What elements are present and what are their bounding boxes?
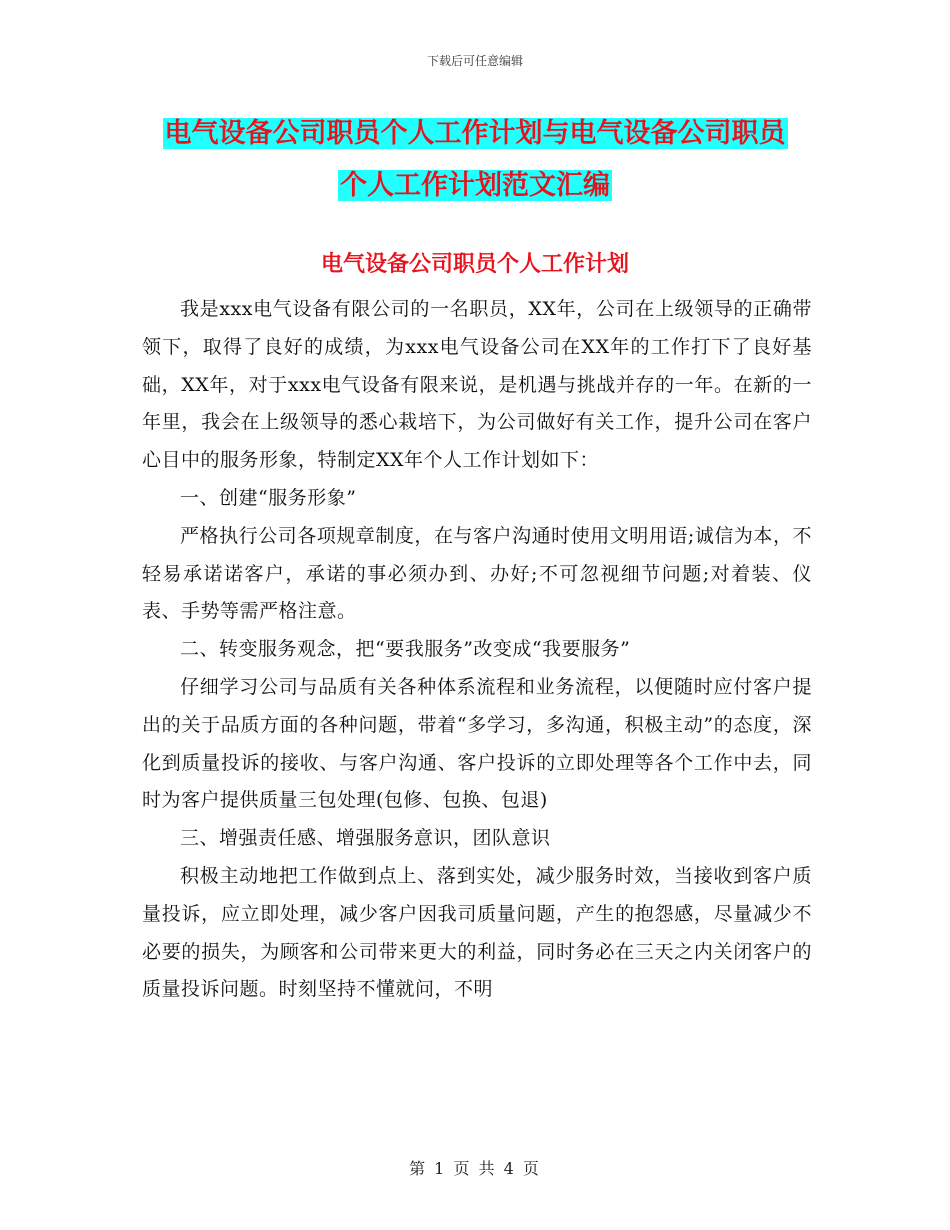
paragraph-one: 严格执行公司各项规章制度，在与客户沟通时使用文明用语;诚信为本，不轻易承诺诺客户，承诺的事必须办到、办好;不可忽视细节问题;对着装、仪表、手势等需严格注意。 bbox=[142, 524, 812, 623]
heading-two: 二、转变服务观念，把“要我服务”改变成“我要服务” bbox=[180, 638, 631, 661]
document-body bbox=[142, 291, 812, 1009]
heading-one: 一、创建“服务形象” bbox=[180, 486, 357, 509]
document-title-line1: 电气设备公司职员个人工作计划与电气设备公司职员 bbox=[164, 118, 786, 149]
page-header-note: 下载后可任意编辑 bbox=[426, 54, 523, 68]
document-title-line2: 个人工作计划范文汇编 bbox=[340, 170, 610, 201]
heading-three: 三、增强责任感、增强服务意识，团队意识 bbox=[180, 827, 551, 850]
intro-paragraph: 我是xxx电气设备有限公司的一名职员，XX年，公司在上级领导的正确带领下，取得了良好的成绩，为xxx电气设备公司在XX年的工作打下了良好基础，XX年，对于xxx电气设备有限来说，是机遇与挑战并存的一年。在新的一年里，我会在上级领导的悉心栽培下，为公司做好有关工作，提升公司在客户心目中的服务形象，特制定XX年个人工作计划如下： bbox=[142, 298, 812, 472]
paragraph-two: 仔细学习公司与品质有关各种体系流程和业务流程，以便随时应付客户提出的关于品质方面的各种问题，带着“多学习，多沟通，积极主动”的态度，深化到质量投诉的接收、与客户沟通、客户投诉的立即处理等各个工作中去，同时为客户提供质量三包处理(包修、包换、包退) bbox=[142, 675, 812, 812]
page-number: 第 1 页 共 4 页 bbox=[409, 1159, 541, 1178]
section-title: 电气设备公司职员个人工作计划 bbox=[320, 252, 629, 277]
paragraph-three: 积极主动地把工作做到点上、落到实处，减少服务时效，当接收到客户质量投诉，应立即处理，减少客户因我司质量问题，产生的抱怨感，尽量减少不必要的损失，为顾客和公司带来更大的利益，同时务必在三天之内关闭客户的质量投诉问题。时刻坚持不懂就问，不明 bbox=[142, 864, 812, 1001]
document-title bbox=[130, 108, 820, 212]
